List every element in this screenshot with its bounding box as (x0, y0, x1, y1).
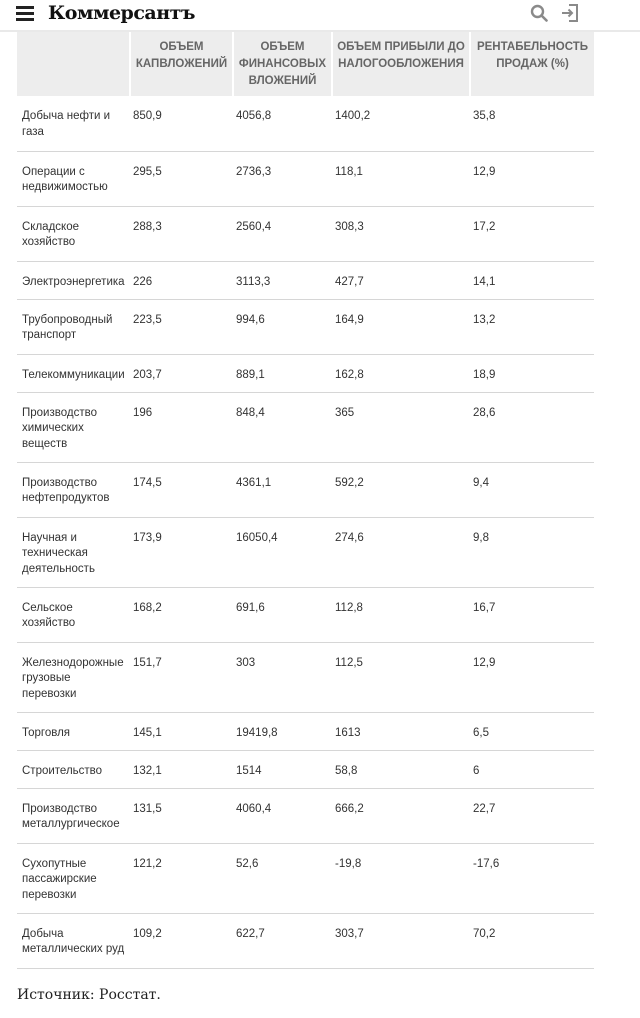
capital-investment-cell: 151,7 (130, 642, 233, 712)
industry-cell: Трубопроводный транспорт (17, 299, 130, 354)
industry-cell: Торговля (17, 712, 130, 750)
industry-cell: Добыча металлических руд (17, 913, 130, 968)
industry-cell: Сухопутные пассажирские перевозки (17, 843, 130, 913)
financial-investment-cell: 848,4 (233, 392, 332, 462)
profitability-cell: 28,6 (470, 392, 594, 462)
financial-investment-cell: 19419,8 (233, 712, 332, 750)
table-row (17, 913, 594, 968)
profitability-cell: 35,8 (470, 96, 594, 151)
table-row (17, 354, 594, 392)
profitability-cell: 13,2 (470, 299, 594, 354)
table-row (17, 517, 594, 587)
pretax-profit-cell: 308,3 (332, 206, 470, 261)
table-row (17, 462, 594, 517)
financial-investment-cell: 2560,4 (233, 206, 332, 261)
profitability-cell: 18,9 (470, 354, 594, 392)
financial-investment-cell: 303 (233, 642, 332, 712)
pretax-profit-cell: 427,7 (332, 261, 470, 299)
table-row (17, 261, 594, 299)
table-row (17, 750, 594, 788)
search-icon[interactable] (530, 4, 548, 22)
header-industry (17, 32, 130, 96)
header-financial-investment: ОБЪЕМ ФИНАНСОВЫХ ВЛОЖЕНИЙ (233, 32, 332, 96)
pretax-profit-cell: 666,2 (332, 788, 470, 843)
pretax-profit-cell: 112,8 (332, 587, 470, 642)
table-header-row (17, 32, 594, 96)
profitability-cell: 12,9 (470, 642, 594, 712)
industry-cell: Строительство (17, 750, 130, 788)
table-row (17, 642, 594, 712)
pretax-profit-cell: 303,7 (332, 913, 470, 968)
capital-investment-cell: 173,9 (130, 517, 233, 587)
capital-investment-cell: 121,2 (130, 843, 233, 913)
profitability-cell: 12,9 (470, 151, 594, 206)
financial-investment-cell: 52,6 (233, 843, 332, 913)
financial-investment-cell: 2736,3 (233, 151, 332, 206)
financial-investment-cell: 4361,1 (233, 462, 332, 517)
source-note: Источник: Росстат. (17, 987, 161, 1003)
capital-investment-cell: 168,2 (130, 587, 233, 642)
industry-cell: Добыча нефти и газа (17, 96, 130, 151)
pretax-profit-cell: 1400,2 (332, 96, 470, 151)
profitability-cell: -17,6 (470, 843, 594, 913)
capital-investment-cell: 223,5 (130, 299, 233, 354)
statistics-table (17, 32, 594, 969)
capital-investment-cell: 131,5 (130, 788, 233, 843)
profitability-cell: 70,2 (470, 913, 594, 968)
table-row (17, 299, 594, 354)
site-logo[interactable]: Коммерсантъ (48, 2, 195, 24)
capital-investment-cell: 196 (130, 392, 233, 462)
pretax-profit-cell: 274,6 (332, 517, 470, 587)
financial-investment-cell: 4056,8 (233, 96, 332, 151)
industry-cell: Сельское хозяйство (17, 587, 130, 642)
industry-cell: Телекоммуникации (17, 354, 130, 392)
profitability-cell: 6 (470, 750, 594, 788)
table-row (17, 96, 594, 151)
pretax-profit-cell: 118,1 (332, 151, 470, 206)
profitability-cell: 17,2 (470, 206, 594, 261)
capital-investment-cell: 203,7 (130, 354, 233, 392)
industry-cell: Научная и техническая деятельность (17, 517, 130, 587)
capital-investment-cell: 226 (130, 261, 233, 299)
menu-icon[interactable] (16, 6, 34, 20)
header-pretax-profit: ОБЪЕМ ПРИБЫЛИ ДО НАЛОГООБЛОЖЕНИЯ (332, 32, 470, 96)
top-bar (0, 0, 640, 30)
table-row (17, 206, 594, 261)
financial-investment-cell: 1514 (233, 750, 332, 788)
financial-investment-cell: 889,1 (233, 354, 332, 392)
pretax-profit-cell: 1613 (332, 712, 470, 750)
profitability-cell: 9,8 (470, 517, 594, 587)
financial-investment-cell: 16050,4 (233, 517, 332, 587)
table-row (17, 151, 594, 206)
pretax-profit-cell: -19,8 (332, 843, 470, 913)
profitability-cell: 6,5 (470, 712, 594, 750)
pretax-profit-cell: 164,9 (332, 299, 470, 354)
table-row (17, 843, 594, 913)
table-body (17, 96, 594, 968)
industry-cell: Электроэнергетика (17, 261, 130, 299)
industry-cell: Производство металлургическое (17, 788, 130, 843)
capital-investment-cell: 145,1 (130, 712, 233, 750)
header-profitability: РЕНТАБЕЛЬНОСТЬ ПРОДАЖ (%) (470, 32, 594, 96)
pretax-profit-cell: 112,5 (332, 642, 470, 712)
capital-investment-cell: 850,9 (130, 96, 233, 151)
table-row (17, 712, 594, 750)
table-row (17, 587, 594, 642)
industry-cell: Складское хозяйство (17, 206, 130, 261)
capital-investment-cell: 295,5 (130, 151, 233, 206)
financial-investment-cell: 622,7 (233, 913, 332, 968)
industry-cell: Производство нефтепродуктов (17, 462, 130, 517)
profitability-cell: 16,7 (470, 587, 594, 642)
capital-investment-cell: 174,5 (130, 462, 233, 517)
financial-investment-cell: 691,6 (233, 587, 332, 642)
financial-investment-cell: 4060,4 (233, 788, 332, 843)
table-row (17, 788, 594, 843)
profitability-cell: 9,4 (470, 462, 594, 517)
industry-cell: Операции с недвижимостью (17, 151, 130, 206)
industry-cell: Железнодорожные грузовые перевозки (17, 642, 130, 712)
financial-investment-cell: 994,6 (233, 299, 332, 354)
capital-investment-cell: 132,1 (130, 750, 233, 788)
pretax-profit-cell: 58,8 (332, 750, 470, 788)
financial-investment-cell: 3113,3 (233, 261, 332, 299)
header-capital-investment: ОБЪЕМ КАПВЛОЖЕНИЙ (130, 32, 233, 96)
pretax-profit-cell: 162,8 (332, 354, 470, 392)
pretax-profit-cell: 365 (332, 392, 470, 462)
profitability-cell: 14,1 (470, 261, 594, 299)
capital-investment-cell: 288,3 (130, 206, 233, 261)
industry-cell: Производство химических веществ (17, 392, 130, 462)
pretax-profit-cell: 592,2 (332, 462, 470, 517)
capital-investment-cell: 109,2 (130, 913, 233, 968)
table-row (17, 392, 594, 462)
profitability-cell: 22,7 (470, 788, 594, 843)
login-icon[interactable] (560, 3, 580, 23)
